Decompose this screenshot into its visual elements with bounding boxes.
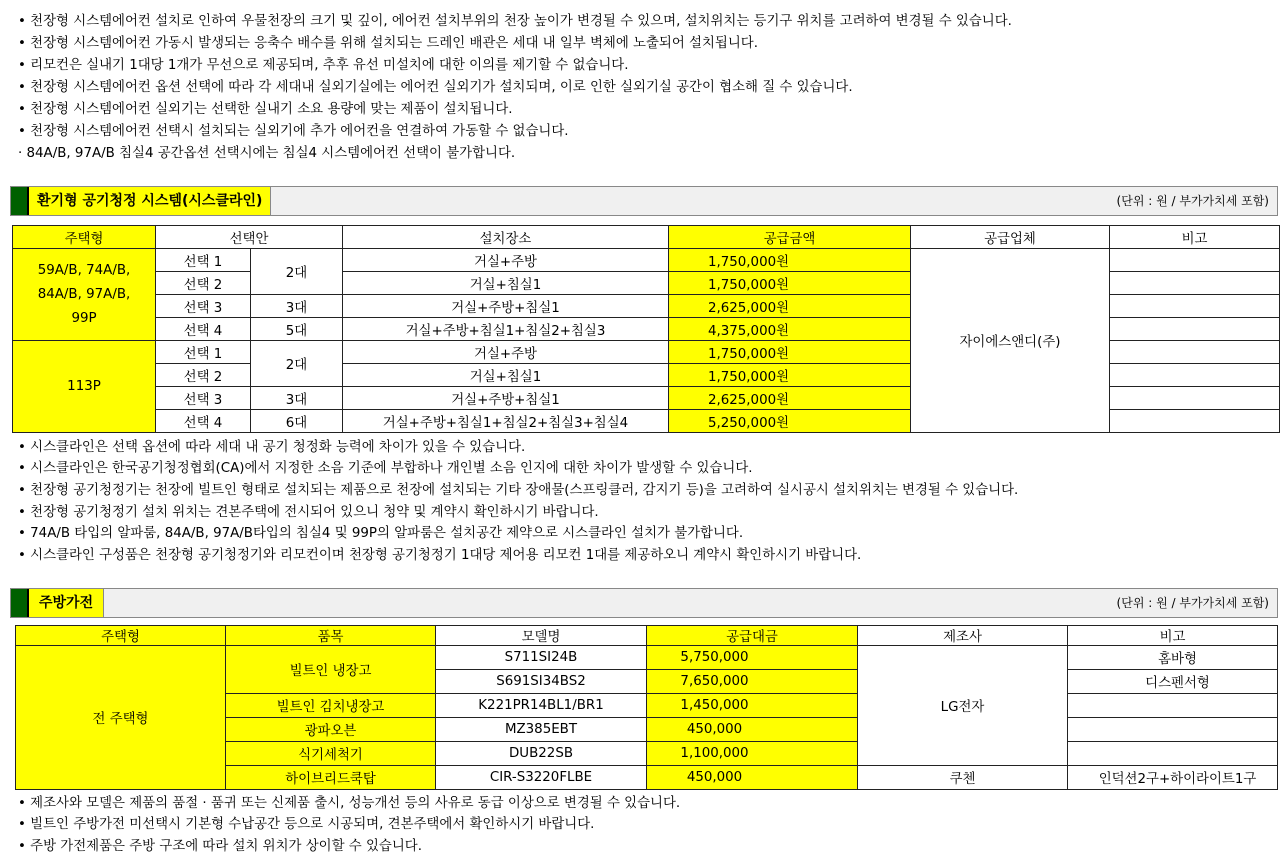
note-cell: 디스펜서형: [1068, 670, 1278, 694]
house-type-cell: 113P: [13, 341, 156, 433]
price-cell: 2,625,000원: [669, 387, 911, 410]
col-header: 비고: [1110, 226, 1280, 249]
table-row: [16, 646, 1278, 670]
table-row: [13, 249, 1280, 272]
note-cell: [1110, 249, 1280, 272]
note-item: • 74A/B 타입의 알파룸, 84A/B, 97A/B타입의 침실4 및 99P의 알파룸은 설치공간 제약으로 시스클라인 설치가 불가합니다.: [18, 526, 744, 541]
option-cell: 선택 1: [156, 341, 251, 364]
note-item: • 주방 가전제품은 주방 구조에 따라 설치 위치가 상이할 수 있습니다.: [18, 839, 422, 854]
model-cell: CIR-S3220FLBE: [436, 766, 647, 790]
price-cell: 2,625,000원: [669, 295, 911, 318]
place-cell: 거실+침실1: [343, 272, 669, 295]
note-cell: [1110, 295, 1280, 318]
unit-label: (단위 : 원 / 부가가치세 포함): [1116, 194, 1269, 208]
note-item: • 천장형 시스템에어컨 가동시 발생되는 응축수 배수를 위해 설치되는 드레인 배관은 세대 내 일부 벽체에 노출되어 설치됩니다.: [18, 36, 758, 51]
note-cell: [1068, 694, 1278, 718]
col-header: 주택형: [16, 626, 226, 646]
section-header-kitchen: [10, 588, 1278, 618]
model-cell: K221PR14BL1/BR1: [436, 694, 647, 718]
qty-cell: 2대: [251, 249, 343, 295]
vendor-cell: 자이에스앤디(주): [911, 249, 1110, 433]
price-cell: 5,250,000원: [669, 410, 911, 433]
model-cell: MZ385EBT: [436, 718, 647, 742]
item-cell: 빌트인 냉장고: [226, 646, 436, 694]
col-header: 품목: [226, 626, 436, 646]
option-cell: 선택 2: [156, 272, 251, 295]
option-cell: 선택 1: [156, 249, 251, 272]
note-item: • 천장형 시스템에어컨 선택시 설치되는 실외기에 추가 에어컨을 연결하여 가동할 수 없습니다.: [18, 124, 569, 139]
option-cell: 선택 3: [156, 295, 251, 318]
note-item: • 천장형 시스템에어컨 옵션 선택에 따라 각 세대내 실외기실에는 에어컨 실외기가 설치되며, 이로 인한 실외기실 공간이 협소해 질 수 있습니다.: [18, 80, 853, 95]
note-cell: [1110, 387, 1280, 410]
note-cell: [1110, 272, 1280, 295]
note-item: · 84A/B, 97A/B 침실4 공간옵션 선택시에는 침실4 시스템에어컨 선택이 불가합니다.: [18, 146, 516, 161]
table-header-row: [13, 226, 1280, 249]
note-cell: 홈바형: [1068, 646, 1278, 670]
note-item: • 시스클라인은 선택 옵션에 따라 세대 내 공기 청정화 능력에 차이가 있을 수 있습니다.: [18, 440, 526, 455]
option-cell: 선택 3: [156, 387, 251, 410]
price-cell: 1,750,000원: [669, 341, 911, 364]
place-cell: 거실+주방+침실1: [343, 295, 669, 318]
model-cell: DUB22SB: [436, 742, 647, 766]
option-cell: 선택 2: [156, 364, 251, 387]
col-header: 공급업체: [911, 226, 1110, 249]
kitchen-appliance-table: [15, 625, 1278, 790]
price-cell: 1,450,000: [647, 694, 858, 718]
qty-cell: 5대: [251, 318, 343, 341]
qty-cell: 3대: [251, 387, 343, 410]
option-cell: 선택 4: [156, 318, 251, 341]
house-type-cell: 59A/B, 74A/B, 84A/B, 97A/B, 99P: [13, 249, 156, 341]
col-header: 설치장소: [343, 226, 669, 249]
col-header: 모델명: [436, 626, 647, 646]
note-cell: [1110, 341, 1280, 364]
section-marker: [11, 187, 29, 215]
price-cell: 7,650,000: [647, 670, 858, 694]
col-header: 공급금액: [669, 226, 911, 249]
place-cell: 거실+주방+침실1: [343, 387, 669, 410]
maker-cell: LG전자: [858, 646, 1068, 766]
table-header-row: [16, 626, 1278, 646]
note-cell: 인덕션2구+하이라이트1구: [1068, 766, 1278, 790]
section-title: 환기형 공기청정 시스템(시스클라인): [29, 187, 271, 215]
note-item: • 시스클라인 구성품은 천장형 공기청정기와 리모컨이며 천장형 공기청정기 1대당 제어용 리모컨 1대를 제공하오니 계약시 확인하시기 바랍니다.: [18, 548, 862, 563]
place-cell: 거실+주방: [343, 341, 669, 364]
option-cell: 선택 4: [156, 410, 251, 433]
price-cell: 5,750,000: [647, 646, 858, 670]
house-type-cell: 전 주택형: [16, 646, 226, 790]
place-cell: 거실+침실1: [343, 364, 669, 387]
qty-cell: 2대: [251, 341, 343, 387]
note-cell: [1110, 318, 1280, 341]
note-cell: [1110, 410, 1280, 433]
note-cell: [1068, 718, 1278, 742]
qty-cell: 3대: [251, 295, 343, 318]
model-cell: S711SI24B: [436, 646, 647, 670]
note-item: • 리모컨은 실내기 1대당 1개가 무선으로 제공되며, 추후 유선 미설치에 대한 이의를 제기할 수 없습니다.: [18, 58, 629, 73]
col-header: 제조사: [858, 626, 1068, 646]
note-item: • 천장형 공기청정기는 천장에 빌트인 형태로 설치되는 제품으로 천장에 설치되는 기타 장애물(스프링클러, 감지기 등)을 고려하여 실시공시 설치위치는 변경될 수 있습니다.: [18, 483, 1019, 498]
note-item: • 제조사와 모델은 제품의 품절 · 품귀 또는 신제품 출시, 성능개선 등의 사유로 동급 이상으로 변경될 수 있습니다.: [18, 796, 681, 811]
price-cell: 450,000: [647, 766, 858, 790]
place-cell: 거실+주방+침실1+침실2+침실3: [343, 318, 669, 341]
section-title: 주방가전: [29, 589, 104, 617]
price-cell: 1,100,000: [647, 742, 858, 766]
note-item: • 천장형 시스템에어컨 설치로 인하여 우물천장의 크기 및 깊이, 에어컨 설치부위의 천장 높이가 변경될 수 있으며, 설치위치는 등기구 위치를 고려하여 변경될 수 있습니다.: [18, 14, 1012, 29]
col-header: 비고: [1068, 626, 1278, 646]
note-item: • 천장형 공기청정기 설치 위치는 견본주택에 전시되어 있으니 청약 및 계약시 확인하시기 바랍니다.: [18, 505, 599, 520]
item-cell: 빌트인 김치냉장고: [226, 694, 436, 718]
qty-cell: 6대: [251, 410, 343, 433]
price-cell: 450,000: [647, 718, 858, 742]
col-header: 선택안: [156, 226, 343, 249]
maker-cell: 쿠첸: [858, 766, 1068, 790]
note-item: • 빌트인 주방가전 미선택시 기본형 수납공간 등으로 시공되며, 견본주택에서 확인하시기 바랍니다.: [18, 817, 595, 832]
place-cell: 거실+주방: [343, 249, 669, 272]
section-marker: [11, 589, 29, 617]
note-cell: [1068, 742, 1278, 766]
item-cell: 식기세척기: [226, 742, 436, 766]
col-header: 주택형: [13, 226, 156, 249]
item-cell: 광파오븐: [226, 718, 436, 742]
section-header-air-purifier: [10, 186, 1278, 216]
air-purifier-table: [12, 225, 1280, 433]
place-cell: 거실+주방+침실1+침실2+침실3+침실4: [343, 410, 669, 433]
model-cell: S691SI34BS2: [436, 670, 647, 694]
price-cell: 1,750,000원: [669, 249, 911, 272]
note-item: • 천장형 시스템에어컨 실외기는 선택한 실내기 소요 용량에 맞는 제품이 설치됩니다.: [18, 102, 513, 117]
price-cell: 1,750,000원: [669, 272, 911, 295]
unit-label: (단위 : 원 / 부가가치세 포함): [1116, 596, 1269, 610]
note-cell: [1110, 364, 1280, 387]
note-item: • 시스클라인은 한국공기청정협회(CA)에서 지정한 소음 기준에 부합하나 개인별 소음 인지에 대한 차이가 발생할 수 있습니다.: [18, 461, 753, 476]
item-cell: 하이브리드쿡탑: [226, 766, 436, 790]
price-cell: 4,375,000원: [669, 318, 911, 341]
col-header: 공급대금: [647, 626, 858, 646]
price-cell: 1,750,000원: [669, 364, 911, 387]
